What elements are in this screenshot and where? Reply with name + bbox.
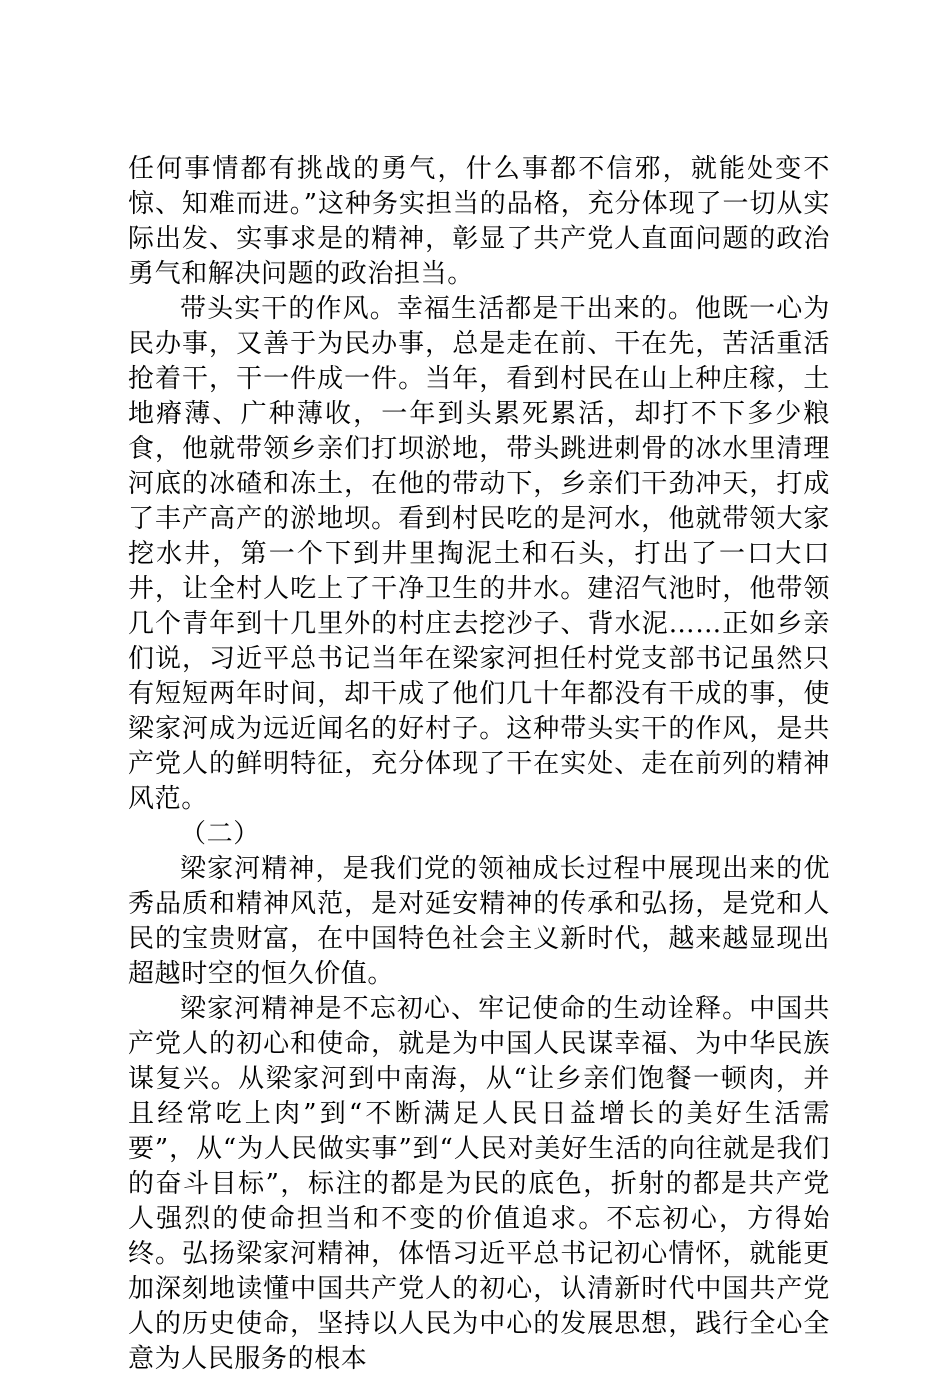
paragraph-hands-on-style: 带头实干的作风。幸福生活都是干出来的。他既一心为民办事，又善于为民办事，总是走在前、干在先，苦活重活抢着干，干一件成一件。当年，看到村民在山上种庄稼，土地瘠薄、广种薄收，一年到头累死累活，却打不下多少粮食，他就带领乡亲们打坝淤地，带头跳进刺骨的冰水里清理河底的冰碴和冻土，在他的带动下，乡亲们干劲冲天，打成了丰产高产的淤地坝。看到村民吃的是河水，他就带领大家挖水井，第一个下到井里掏泥土和石头，打出了一口大口井，让全村人吃上了干净卫生的井水。建沼气池时，他带领几个青年到十几里外的村庄去挖沙子、背水泥……正如乡亲们说，习近平总书记当年在梁家河担任村党支部书记虽然只有短短两年时间，却干成了他们几十年都没有干成的事，使梁家河成为远近闻名的好村子。这种带头实干的作风，是共产党人的鲜明特征，充分体现了干在实处、走在前列的精神风范。 bbox=[128, 294, 830, 814]
section-heading-2: （二） bbox=[180, 819, 260, 849]
paragraph-original-aspiration: 梁家河精神是不忘初心、牢记使命的生动诠释。中国共产党人的初心和使命，就是为中国人民谋幸福、为中华民族谋复兴。从梁家河到中南海，从“让乡亲们饱餐一顿肉，并且经常吃上肉”到“不断满足人民日益增长的美好生活需要”，从“为人民做实事”到“人民对美好生活的向往就是我们的奋斗目标”，标注的都是为民的底色，折射的都是共产党人强烈的使命担当和不变的价值追求。不忘初心，方得始终。弘扬梁家河精神，体悟习近平总书记初心情怀，就能更加深刻地读懂中国共产党人的初心，认清新时代中国共产党人的历史使命，坚持以人民为中心的发展思想，践行全心全意为人民服务的根本 bbox=[128, 994, 830, 1374]
document-body bbox=[128, 152, 830, 1377]
paragraph-liangjiahe-spirit: 梁家河精神，是我们党的领袖成长过程中展现出来的优秀品质和精神风范，是对延安精神的传承和弘扬，是党和人民的宝贵财富，在中国特色社会主义新时代，越来越显现出超越时空的恒久价值。 bbox=[128, 854, 830, 989]
paragraph-continuation: 任何事情都有挑战的勇气，什么事都不信邪，就能处变不惊、知难而进。”这种务实担当的品格，充分体现了一切从实际出发、实事求是的精神，彰显了共产党人直面问题的政治勇气和解决问题的政治担当。 bbox=[128, 154, 830, 289]
